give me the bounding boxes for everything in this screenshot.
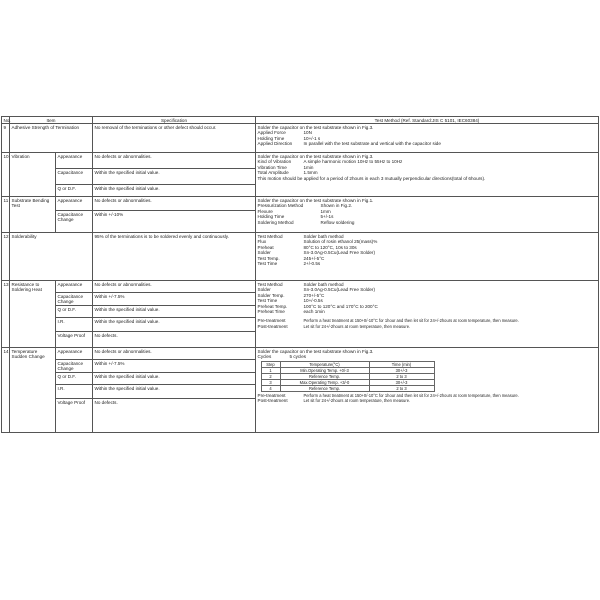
param-value: 100°C to 120°C and 170°C to 200°C — [303, 303, 378, 309]
row-no: 14 — [2, 348, 10, 433]
sub-spec: No defects or abnormalities. — [93, 197, 256, 211]
row-spec: 95% of the terminations is to be soldered evenly and continuously. — [93, 233, 256, 281]
sub-item: Capacitance Change — [56, 211, 93, 233]
steps-header: Temperature(°C) — [280, 361, 369, 367]
row-no: 12 — [2, 233, 10, 281]
sub-spec: Within the specified initial value. — [93, 169, 256, 185]
steps-cell: 2 — [261, 373, 280, 379]
pretreatment-value: Perform a heat treatment at 150+0/-10°C for 1hour and then let sit for 24+/-2hours at room temperature, then measure. — [303, 392, 519, 398]
sub-spec: Within +/-7.5% — [93, 360, 256, 373]
sub-item: Capacitance Change — [56, 360, 93, 373]
sub-spec: Within the specified initial value. — [93, 385, 256, 399]
sub-spec: Within the specified initial value. — [93, 373, 256, 385]
param-key: Test Temp. — [257, 255, 280, 261]
param-key: Total Amplitude — [257, 170, 289, 176]
steps-header: Time (min) — [369, 361, 434, 367]
row-item: Resistance to Soldering Heat — [10, 281, 56, 348]
cycles-key: Cycles — [257, 354, 272, 360]
spec-sheet — [1, 116, 598, 480]
row-no: 10 — [2, 153, 10, 197]
pretreatment-key: Pre-treatment — [257, 318, 286, 324]
param-key: Test Time — [257, 260, 278, 266]
sub-item: Q or D.F. — [56, 373, 93, 385]
header-method: Test Method (Ref. Standard:JIS C 5101, IEC60384) — [256, 117, 599, 124]
table-row-11 — [2, 197, 599, 211]
sub-item: I.R. — [56, 318, 93, 332]
steps-table — [261, 361, 435, 392]
steps-cell: Min.Operating Temp. +0/-3 — [280, 367, 369, 373]
row-no: 13 — [2, 281, 10, 348]
steps-cell: 30+/-3 — [369, 379, 434, 385]
param-key: Pressurization Method — [257, 203, 304, 209]
header-no: No. — [3, 117, 11, 123]
param-key: Applied Direction — [257, 141, 293, 147]
sub-item: I.R. — [56, 385, 93, 399]
pretreatment-value: Perform a heat treatment at 150+0/-10°C for 1hour and then let sit for 24+/-2hours at room temperature, then measure. — [303, 318, 519, 324]
header-spec: Specification — [93, 117, 256, 124]
method-intro: Solder the capacitor on the test substrate shown in Fig.1. — [257, 197, 374, 203]
cycles-value: 5 cycles — [289, 354, 307, 360]
param-value: Solder bath method — [303, 233, 344, 239]
param-key: Vibration Time — [257, 164, 287, 170]
param-value: Reflow soldering — [320, 219, 355, 225]
sub-spec: Within +/-7.5% — [93, 293, 256, 306]
posttreatment-key: Post-treatment — [257, 397, 288, 403]
param-key: Preheat — [257, 244, 274, 250]
method-intro: Solder the capacitor on the test substrate shown in Fig.3. — [257, 153, 374, 159]
sub-item: Q or D.F. — [56, 306, 93, 318]
param-key: Preheat Time — [257, 308, 285, 314]
table-row-12 — [2, 233, 599, 281]
param-value: 10+/-1 s — [303, 135, 321, 141]
sub-spec: No defects or abnormalities. — [93, 348, 256, 360]
param-value: 2+/-0.5s — [303, 260, 321, 266]
param-key: Flux — [257, 239, 267, 245]
sub-spec: No defects or abnormalities. — [93, 281, 256, 293]
param-value: 10+/-0.5s — [303, 298, 323, 304]
param-value: 245+/-5°C — [303, 255, 325, 261]
method-note: This motion should be applied for a period of 2hours in each 3 mutually perpendicular directions(total of 6hours). — [257, 175, 486, 181]
sub-spec: No defects. — [93, 399, 256, 433]
sub-spec: No defects. — [93, 332, 256, 348]
sub-item: Voltage Proof — [56, 332, 93, 348]
steps-cell: 2 to 3 — [369, 385, 434, 391]
row-method — [256, 233, 599, 281]
steps-cell: 3 — [261, 379, 280, 385]
row-method — [256, 348, 599, 433]
posttreatment-key: Post-treatment — [257, 323, 288, 329]
method-intro: Solder the capacitor on the test substrate shown in Fig.3. — [257, 124, 374, 130]
param-value: A simple harmonic motion 10Hz to 55Hz to 10Hz — [303, 159, 403, 165]
param-key: Holding Time — [257, 214, 285, 220]
steps-cell: 2 to 3 — [369, 373, 434, 379]
param-value: Sn-3.0Ag-0.5Cu(Lead Free Solder) — [303, 250, 375, 256]
param-key: Soldering Method — [257, 219, 294, 225]
row-spec: No removal of the terminations or other defect should occur. — [93, 124, 256, 153]
posttreatment-value: Let sit for 24+/-2hours at room temperature, then measure. — [303, 323, 411, 329]
row-method — [256, 281, 599, 348]
sub-item: Appearance — [56, 281, 93, 293]
param-value: 5+/-1s — [320, 214, 334, 220]
steps-cell: 1 — [261, 367, 280, 373]
sub-spec: Within the specified initial value. — [93, 185, 256, 197]
steps-cell: 30+/-3 — [369, 367, 434, 373]
row-method — [256, 153, 599, 197]
row-item: Temperature Sudden Change — [10, 348, 56, 433]
row-method — [256, 197, 599, 233]
steps-cell: Reference Temp. — [280, 373, 369, 379]
table-row-10 — [2, 153, 599, 169]
param-key: Preheat Temp. — [257, 303, 288, 309]
sub-spec: No defects or abnormalities. — [93, 153, 256, 169]
row-item: Substrate Bending Test — [10, 197, 56, 233]
sub-item: Appearance — [56, 197, 93, 211]
param-key: Solder Temp. — [257, 292, 285, 298]
param-key: Solder — [257, 250, 271, 256]
table-row-14 — [2, 348, 599, 360]
param-value: 10N — [303, 130, 312, 136]
param-value: Solder bath method — [303, 281, 344, 287]
table-row-13 — [2, 281, 599, 293]
table-row-9 — [2, 124, 599, 153]
sub-item: Q or D.F. — [56, 185, 93, 197]
param-value: In parallel with the test substrate and vertical with the capacitor side — [303, 141, 441, 147]
param-value: each 1min — [303, 308, 325, 314]
param-key: Test Method — [257, 233, 283, 239]
row-item: Vibration — [10, 153, 56, 197]
param-value: 270+/-5°C — [303, 292, 325, 298]
steps-header: Step — [261, 361, 280, 367]
sub-item: Capacitance — [56, 169, 93, 185]
row-no: 11 — [2, 197, 10, 233]
header-row — [2, 117, 599, 124]
steps-cell: 4 — [261, 385, 280, 391]
steps-cell: Max.Operating Temp. +3/-0 — [280, 379, 369, 385]
steps-cell: Reference Temp. — [280, 385, 369, 391]
param-value: 1min — [303, 164, 314, 170]
method-intro: Solder the capacitor on the test substrate shown in Fig.3. — [257, 348, 374, 354]
param-value: Solution of rosin ethanol 25(mass)% — [303, 239, 378, 245]
pretreatment-key: Pre-treatment — [257, 392, 286, 398]
param-value: Shown in Fig.2. — [320, 203, 353, 209]
header-item: Item — [10, 117, 93, 124]
param-value: 80°C to 120°C, 10s to 30s — [303, 244, 357, 250]
spec-table — [1, 116, 599, 433]
param-key: Applied Force — [257, 130, 286, 136]
sub-item: Appearance — [56, 153, 93, 169]
row-item: Solderability — [10, 233, 93, 281]
param-key: Test Time — [257, 298, 278, 304]
param-value: 1mm — [320, 208, 331, 214]
sub-spec: Within +/-10% — [93, 211, 256, 233]
param-key: Solder — [257, 287, 271, 293]
posttreatment-value: Let sit for 24+/-2hours at room temperature, then measure. — [303, 397, 411, 403]
param-value: Sn-3.0Ag-0.5Cu(Lead Free Solder) — [303, 287, 375, 293]
param-key: Flexure — [257, 208, 273, 214]
sub-item: Capacitance Change — [56, 293, 93, 306]
sub-spec: Within the specified initial value. — [93, 306, 256, 318]
steps-row — [261, 385, 434, 391]
sub-item: Appearance — [56, 348, 93, 360]
param-key: Kind of Vibration — [257, 159, 292, 165]
param-key: Holding Time — [257, 135, 285, 141]
param-value: 1.5mm — [303, 170, 318, 176]
sub-spec: Within the specified initial value. — [93, 318, 256, 332]
row-method — [256, 124, 599, 153]
row-item: Adhesive Strength of Termination — [10, 124, 93, 153]
param-key: Test Method — [257, 281, 283, 287]
sub-item: Voltage Proof — [56, 399, 93, 433]
row-no: 9 — [2, 124, 10, 153]
